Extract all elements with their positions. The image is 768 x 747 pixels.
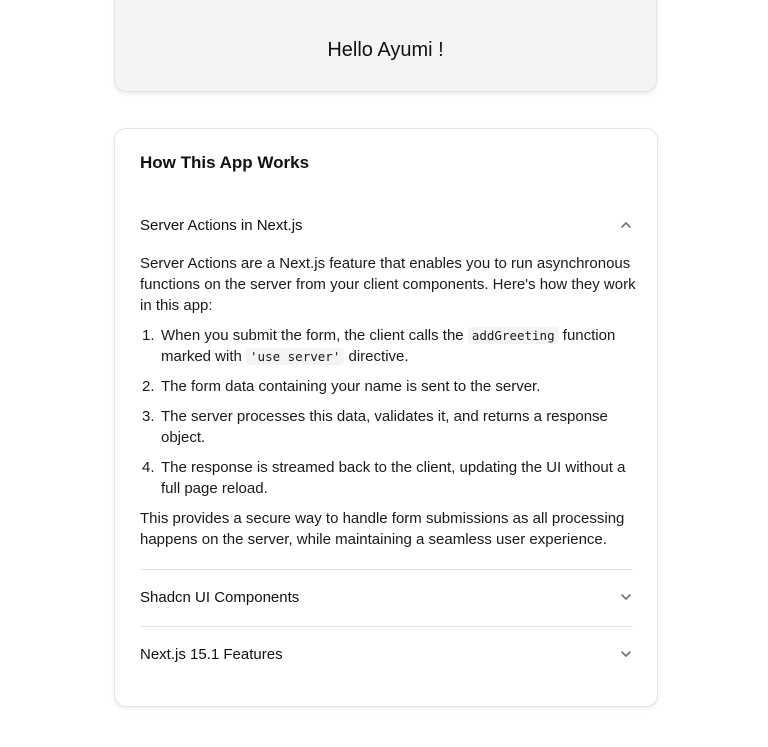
step-number: 3. [142, 408, 155, 425]
chevron-down-icon [619, 590, 633, 604]
divider [140, 626, 633, 627]
accordion-trigger-nextjs-features[interactable] [140, 639, 633, 669]
accordion-label: Server Actions in Next.js [140, 216, 303, 234]
step-text: The server processes this data, validates it, and returns a response object. [161, 408, 608, 446]
list-item [140, 376, 637, 397]
accordion-label: Shadcn UI Components [140, 588, 300, 606]
step-number: 2. [142, 378, 155, 395]
greeting-card [114, 0, 657, 92]
step-text: directive. [344, 348, 409, 365]
list-item [140, 406, 637, 448]
greeting-text: Hello Ayumi ! [327, 39, 444, 61]
code-add-greeting: addGreeting [468, 327, 559, 344]
step-text: The response is streamed back to the client, updating the UI without a full page reload. [161, 459, 626, 497]
accordion-trigger-server-actions[interactable] [140, 210, 633, 240]
intro-paragraph: Server Actions are a Next.js feature that enables you to run asynchronous functions on the server from your client components. Here's how they work in this app: [140, 255, 636, 314]
accordion-trigger-shadcn[interactable] [140, 582, 633, 612]
accordion-label: Next.js 15.1 Features [140, 645, 283, 663]
chevron-up-icon [619, 218, 633, 232]
step-number: 4. [142, 459, 155, 476]
divider [140, 569, 633, 570]
step-text: The form data containing your name is sent to the server. [161, 378, 541, 395]
how-it-works-card [114, 128, 658, 707]
code-use-server: 'use server' [246, 348, 344, 365]
closing-paragraph: This provides a secure way to handle form submissions as all processing happens on the server, while maintaining a seamless user experience. [140, 510, 625, 548]
step-text: When you submit the form, the client calls the [161, 327, 468, 344]
card-title: How This App Works [140, 153, 310, 172]
list-item [140, 457, 637, 499]
accordion-content-server-actions [140, 253, 637, 550]
step-number: 1. [142, 327, 155, 344]
list-item [140, 325, 637, 367]
chevron-down-icon [619, 647, 633, 661]
step-text: function marked with [161, 327, 616, 365]
steps-list [140, 325, 637, 499]
